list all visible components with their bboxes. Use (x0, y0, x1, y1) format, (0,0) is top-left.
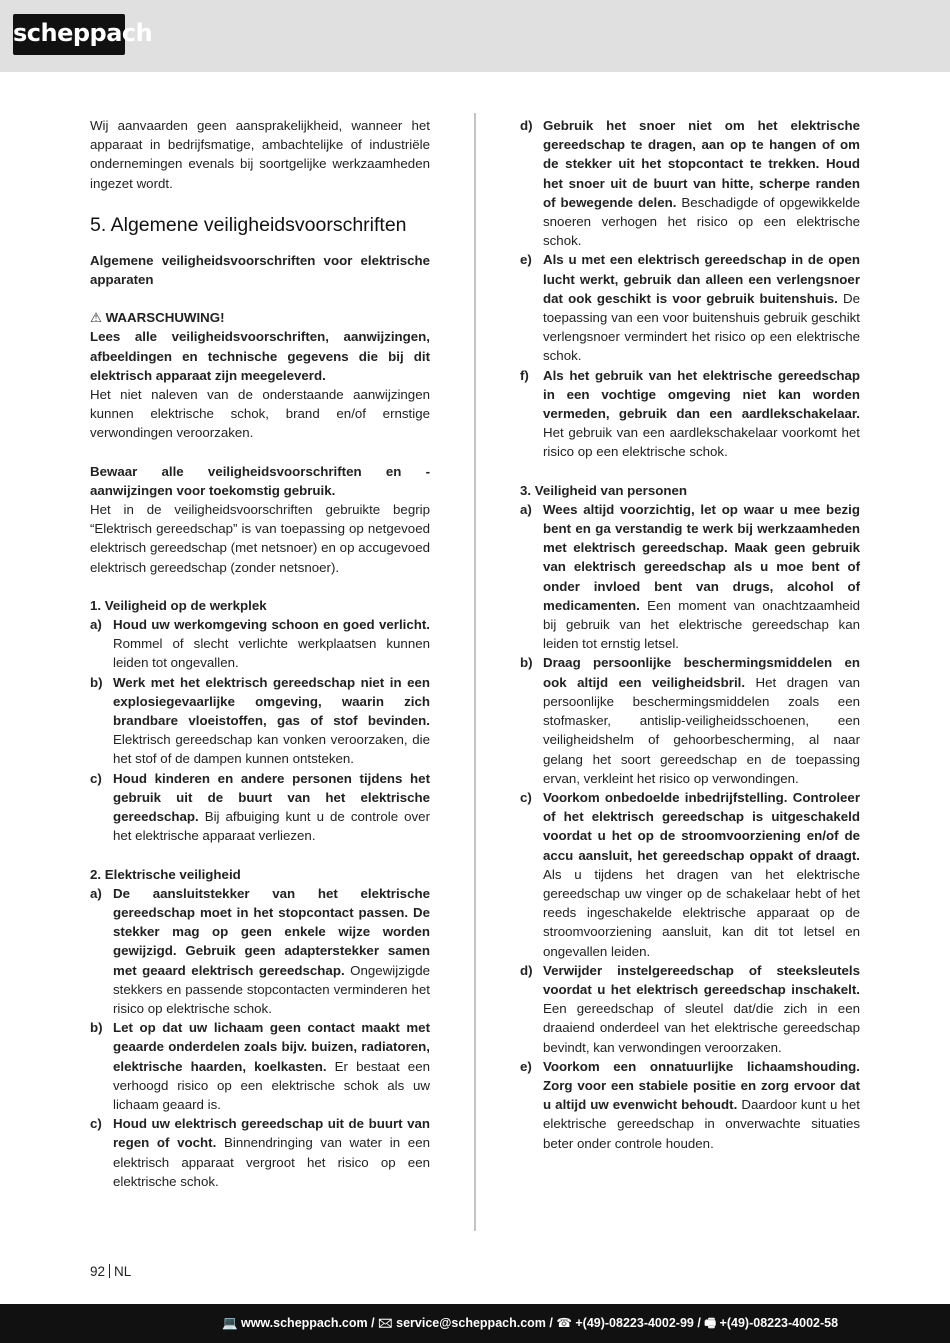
section-title: 5. Algemene veiligheidsvoorschriften (90, 213, 407, 236)
list-item (90, 1018, 430, 1114)
item-bold-text: Als het gebruik van het elektrische gereedschap in een vochtige omgeving niet kan worden vermeden, gebruik dan een aardlekschakelaar. (543, 367, 860, 422)
item-body (543, 250, 860, 365)
left-column (90, 116, 430, 1191)
item-body (543, 653, 860, 787)
list-item (520, 1057, 860, 1153)
list-item (520, 116, 860, 250)
item-text: Beschadigde of opgewikkelde snoeren verhogen het risico op een elektrische schok. (543, 194, 860, 249)
item-text: Een gereedschap of sleutel dat/die zich in een draaiend onderdeel van het elektrische gereedschap bevindt, kan verwondingen veroorzaken. (543, 1001, 860, 1055)
item-letter: e) (520, 252, 532, 268)
warning-text: Het niet naleven van de onderstaande aanwijzingen kunnen elektrische schok, brand en/of ernstige verwondingen veroorzaken. (90, 387, 430, 441)
item-letter: d) (520, 962, 533, 978)
item-body (113, 769, 430, 846)
item-letter: a) (90, 617, 102, 633)
item-letter: b) (90, 674, 103, 690)
item-bold-text: Draag persoonlijke beschermingsmiddelen en ook altijd een veiligheidsbril. (543, 655, 860, 690)
list-item (90, 769, 430, 846)
item-letter: a) (520, 501, 532, 517)
footer-bar (0, 1304, 950, 1343)
list-item (90, 884, 430, 1018)
item-text: Als u tijdens het dragen van het elektrische gereedschap uw vinger op de schakelaar hebt of het reeds ingeschakelde elektrische apparaat op de stroomvoorziening aansluit, kan dit tot letsel en ongevallen leiden. (543, 866, 860, 959)
subtitle: Algemene veiligheidsvoorschriften voor elektrische apparaten (90, 252, 430, 288)
item-body (543, 500, 860, 654)
s3-list (520, 500, 860, 1153)
language-code: NL (114, 1264, 132, 1279)
scheppach-logo: scheppach (13, 14, 125, 55)
list-item (90, 1114, 430, 1191)
item-bold-text: Wees altijd voorzichtig, let op waar u mee bezig bent en ga verstandig te werk bij werkzaamheden met elektrisch gereedschap. Maak geen gebruik van elektrisch gereedschap als u moe bent of onder invloed bent van drugs, alcohol of medicamenten. (543, 501, 860, 613)
page-separator (109, 1264, 110, 1278)
column-divider (474, 113, 476, 1231)
intro-paragraph: Wij aanvaarden geen aansprakelijkheid, wanneer het apparaat in bedrijfsmatige, ambachtelijke of industriële ondernemingen evenals bij soortgelijke werkzaamheden ingezet wordt. (90, 118, 430, 191)
s2-list (90, 884, 430, 1191)
item-bold-text: Verwijder instelgereedschap of steeksleutels voordat u het elektrisch gereedschap inschakelt. (543, 962, 860, 997)
s2-list-continued (520, 116, 860, 462)
page-number-value: 92 (90, 1264, 106, 1279)
footer-contact: 💻 www.scheppach.com / 🖂 service@scheppach.com / ☎ +(49)-08223-4002-99 / 🖷 +(49)-08223-4002-58 (221, 1316, 839, 1330)
item-bold-text: Houd kinderen en andere personen tijdens het gebruik uit de buurt van het elektrische gereedschap. (113, 770, 430, 825)
warning-bold: Lees alle veiligheidsvoorschriften, aanwijzingen, afbeeldingen en technische gegevens die bij dit elektrisch apparaat zijn meegeleverd. (90, 329, 430, 383)
item-letter: c) (90, 770, 102, 786)
item-bold-text: Houd uw elektrisch gereedschap uit de buurt van regen of vocht. (113, 1116, 430, 1151)
item-bold-text: De aansluitstekker van het elektrische gereedschap moet in het stopcontact passen. De stekker mag op geen enkele wijze worden gewijzigd. Gebruik geen adapterstekker samen met geaard elektrisch gereedschap. (113, 885, 430, 978)
s1-list (90, 615, 430, 845)
item-text: Er bestaat een verhoogd risico op een elektrische schok als uw lichaam geaard is. (113, 1058, 430, 1112)
item-letter: b) (520, 655, 533, 671)
item-body (543, 961, 860, 1057)
item-text: Elektrisch gereedschap kan vonken veroorzaken, die het stof of de dampen kunnen ontsteken. (113, 732, 430, 767)
item-letter: a) (90, 885, 102, 901)
item-letter: d) (520, 118, 533, 133)
item-body (113, 884, 430, 1018)
list-item (520, 788, 860, 961)
item-body (543, 788, 860, 961)
page-number (90, 1264, 131, 1279)
item-bold-text: Voorkom een onnatuurlijke lichaamshouding. Zorg voor een stabiele positie en zorg ervoor dat u altijd uw evenwicht behoudt. (543, 1058, 860, 1113)
list-item (90, 673, 430, 769)
right-column (520, 116, 860, 1153)
s1-title: 1. Veiligheid op de werkplek (90, 597, 267, 613)
item-body (543, 366, 860, 462)
item-body (543, 116, 860, 250)
item-text: Het dragen van persoonlijke beschermingsmiddelen zoals een stofmasker, antislip-veiligheidsschoenen, een veiligheidshelm of gehoorbescherming, al naar gelang het soort gereedschap en de toepassing ervan, verkleint het risico op verwondingen. (543, 674, 860, 786)
item-text: Bij afbuiging kunt u de controle over het elektrische apparaat verliezen. (113, 809, 430, 844)
keep-instructions-text: Het in de veiligheidsvoorschriften gebruikte begrip “Elektrisch gereedschap” is van toepassing op netgevoed elektrisch gereedschap (met netsnoer) en op accugevoed elektrisch gereedschap (zonder netsnoer). (90, 502, 430, 575)
list-item (520, 250, 860, 365)
s2-title: 2. Elektrische veiligheid (90, 866, 241, 882)
item-text: Ongewijzigde stekkers en passende stopcontacten verminderen het risico op elektrische schok. (113, 962, 430, 1016)
item-text: Daardoor kunt u het elektrische gereedschap in onverwachte situaties beter onder controle houden. (543, 1097, 860, 1151)
header-bar (0, 0, 950, 72)
item-body (113, 1018, 430, 1114)
item-body (543, 1057, 860, 1153)
list-item (520, 500, 860, 654)
item-body (113, 1114, 430, 1191)
list-item (90, 615, 430, 673)
item-bold-text: Werk met het elektrisch gereedschap niet in een explosiegevaarlijke omgeving, waarin zich brandbare vloeistoffen, gas of stof bevinden. (113, 674, 430, 729)
item-text: De toepassing van een voor buitenshuis gebruik geschikt verlengsnoer vermindert het risico op een elektrische schok. (543, 290, 861, 364)
item-letter: e) (520, 1058, 532, 1074)
keep-instructions-bold: Bewaar alle veiligheidsvoorschriften en -aanwijzingen voor toekomstig gebruik. (90, 463, 430, 498)
list-item (520, 961, 860, 1057)
item-text: Een moment van onachtzaamheid bij gebruik van het elektrische gereedschap kan leiden tot ernstig letsel. (543, 597, 860, 652)
item-text: Het gebruik van een aardlekschakelaar voorkomt het risico op een elektrische schok. (543, 425, 860, 460)
item-letter: f) (520, 367, 529, 383)
item-bold-text: Als u met een elektrisch gereedschap in de open lucht werkt, gebruik dan alleen een verlengsnoer dat ook geschikt is voor gebruik buitenshuis. (543, 252, 860, 306)
item-text: Rommel of slecht verlichte werkplaatsen kunnen leiden tot ongevallen. (113, 636, 430, 671)
item-letter: b) (90, 1020, 103, 1036)
item-bold-text: Gebruik het snoer niet om het elektrische gereedschap te dragen, aan op te hangen of om de stekker uit het stopcontact te trekken. Houd het snoer uit de buurt van hitte, scherpe randen of bewegende delen. (543, 118, 860, 210)
item-body (113, 615, 430, 673)
item-bold-text: Houd uw werkomgeving schoon en goed verlicht. (113, 617, 430, 633)
item-bold-text: Let op dat uw lichaam geen contact maakt met geaarde onderdelen zoals bijv. buizen, radiatoren, elektrische haarden, koelkasten. (113, 1020, 430, 1074)
item-text: Binnendringing van water in een elektrisch apparaat vergroot het risico op een elektrische schok. (113, 1135, 430, 1189)
list-item (520, 366, 860, 462)
warning-label: ⚠ WAARSCHUWING! (90, 310, 225, 326)
item-body (113, 673, 430, 769)
list-item (520, 653, 860, 787)
s3-title: 3. Veiligheid van personen (520, 482, 688, 498)
item-bold-text: Voorkom onbedoelde inbedrijfstelling. Controleer of het elektrisch gereedschap is uitgeschakeld voordat u het op de stroomvoorziening en/of de accu aansluit, het gereedschap oppakt of draagt. (543, 789, 860, 863)
item-letter: c) (90, 1116, 102, 1132)
item-letter: c) (520, 789, 532, 805)
